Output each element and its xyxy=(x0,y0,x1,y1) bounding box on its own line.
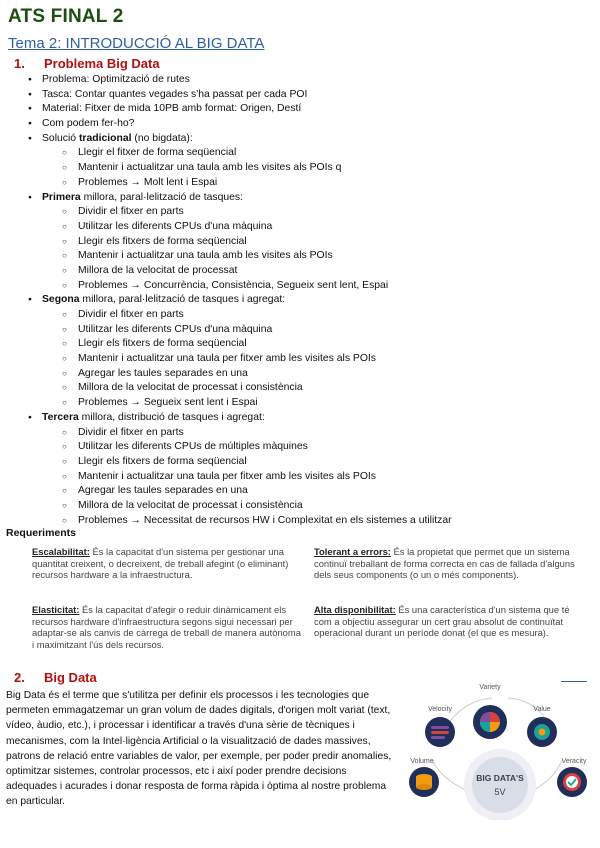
requirements-heading: Requeriments xyxy=(6,527,77,539)
section-1-title: Problema Big Data xyxy=(44,56,160,71)
bullet-text: Agregar les taules separades en una xyxy=(78,367,248,379)
bullet-text: Llegir el fitxer de forma seqüencial xyxy=(78,147,237,159)
requirement-term: Escalabilitat: xyxy=(32,546,90,557)
bullet-text: Mantenir i actualitzar una taula amb les visites als POIs xyxy=(78,250,333,262)
bullet-text: Llegir els fitxers de forma seqüencial xyxy=(78,338,247,350)
sub-bullet-item xyxy=(26,381,586,396)
big-data-5v-diagram xyxy=(402,680,598,820)
variety-label: Variety xyxy=(479,684,501,691)
sub-bullet-item xyxy=(26,176,586,191)
sub-bullet-item xyxy=(26,235,586,250)
bullet-text: Com podem fer-ho? xyxy=(42,118,135,130)
bullet-text: Llegir els fitxers de forma seqüencial xyxy=(78,455,247,467)
bullet-item xyxy=(26,88,586,103)
requirement-fault-tolerance xyxy=(314,546,586,581)
bullet-text: Utilitzar les diferents CPUs d'una màquina xyxy=(78,323,273,335)
sub-bullet-item xyxy=(26,455,586,470)
bullet-text: Problemes → Necessitat de recursos HW i Complexitat en els sistemes a utilitzar xyxy=(78,514,452,526)
sub-bullet-item xyxy=(26,308,586,323)
veracity-icon-inner xyxy=(566,776,578,788)
bullet-text: millora, paral·lelització de tasques: xyxy=(80,191,243,203)
sub-bullet-item xyxy=(26,220,586,235)
bullet-text: Mantenir i actualitzar una taula per fitxer amb les visites als POIs xyxy=(78,470,376,482)
requirement-text: És la propietat que permet que un sistema continuï treballant de forma correcta en cas de fallada d'alguns dels seus components (o un o més components). xyxy=(314,546,575,581)
section-2-heading xyxy=(14,670,97,685)
bullet-text: Agregar les taules separades en una xyxy=(78,485,248,497)
sub-bullet-item xyxy=(26,367,586,382)
requirement-high-availability xyxy=(314,604,586,639)
center-subtitle: 5V xyxy=(494,787,506,797)
velocity-icon xyxy=(431,736,445,739)
sub-bullet-item xyxy=(26,205,586,220)
bullet-list xyxy=(26,73,586,528)
bullet-item xyxy=(26,132,586,147)
sub-bullet-item xyxy=(26,279,586,294)
bullet-text: Utilitzar les diferents CPUs de múltiples màquines xyxy=(78,441,308,453)
section-1-heading xyxy=(14,56,160,71)
bullet-text: Mantenir i actualitzar una taula amb les visites als POIs q xyxy=(78,162,342,174)
bullet-text: Tasca: Contar quantes vegades s'ha passat per cada POI xyxy=(42,88,308,100)
bullet-text: Dividir el fitxer en parts xyxy=(78,426,184,438)
bullet-emphasis: Tercera xyxy=(42,411,79,423)
value-icon-center xyxy=(539,729,546,736)
section-1-number: 1. xyxy=(14,56,25,71)
document-title: ATS FINAL 2 xyxy=(8,6,124,27)
center-circle xyxy=(472,757,528,813)
bullet-text: millora, paral·lelització de tasques i agregat: xyxy=(79,294,286,306)
bullet-text: millora, distribució de tasques i agregat: xyxy=(78,411,265,423)
bullet-item xyxy=(26,293,586,308)
sub-bullet-item xyxy=(26,484,586,499)
requirement-term: Elasticitat: xyxy=(32,604,80,615)
sub-bullet-item xyxy=(26,514,586,529)
requirement-scalability xyxy=(32,546,304,581)
bullet-text: Material: Fitxer de mida 10PB amb format: Origen, Destí xyxy=(42,103,302,115)
sub-bullet-item xyxy=(26,323,586,338)
value-label: Value xyxy=(533,706,551,713)
requirement-term: Alta disponibilitat: xyxy=(314,604,396,615)
requirement-text: És la capacitat d'un sistema per gestionar una quantitat creixent, o decreixent, de treball afegint (o eliminant) recursos hardware a la infraestructura. xyxy=(32,546,289,581)
document-subtitle[interactable]: Tema 2: INTRODUCCIÓ AL BIG DATA xyxy=(8,35,265,52)
bullet-text: (no bigdata): xyxy=(131,132,193,144)
section-2-number: 2. xyxy=(14,670,25,685)
volume-icon xyxy=(416,784,432,790)
bullet-text: Problemes → Segueix sent lent i Espai xyxy=(78,397,258,409)
sub-bullet-item xyxy=(26,264,586,279)
bullet-text: Problema: Optimització de rutes xyxy=(42,74,190,85)
sub-bullet-item xyxy=(26,249,586,264)
bullet-item xyxy=(26,102,586,117)
velocity-label: Velocity xyxy=(427,706,453,713)
requirement-elasticity xyxy=(32,604,304,650)
bullet-text: Problemes → Molt lent i Espai xyxy=(78,176,218,188)
velocity-icon xyxy=(431,731,449,734)
bullet-text: Utilitzar les diferents CPUs d'una màquina xyxy=(78,220,273,232)
big-data-paragraph: Big Data és el terme que s'utilitza per definir els processos i les tecnologies que permeten emmagatzemar un gran volum de dades digitals, d'origen molt variat (text, vídeo, àudio, etc.), i processar i identificar a través d'una sèrie de tècniques i mecanismes, com la Intel·ligència Artificial o la visualització de dades massives, patrons de relació entre variables de valor, per exemple, per poder predir anomalies, optimitzar sistemes, controlar processos, etc i així poder prendre decisions adequades i acurades i donar resposta de forma ràpida i òptima al nostre problema en particular. xyxy=(6,690,392,808)
sub-bullet-item xyxy=(26,146,586,161)
sub-bullet-item xyxy=(26,352,586,367)
bullet-item xyxy=(26,411,586,426)
bullet-emphasis: tradicional xyxy=(78,132,132,144)
sub-bullet-item xyxy=(26,470,586,485)
bullet-text: Dividir el fitxer en parts xyxy=(78,309,184,320)
sub-bullet-item xyxy=(26,440,586,455)
bullet-text: Millora de la velocitat de processat xyxy=(78,264,238,276)
bullet-text: Millora de la velocitat de processat i consistència xyxy=(78,382,303,394)
sub-bullet-item xyxy=(26,499,586,514)
bullet-item xyxy=(26,73,586,88)
bullet-text: Solució xyxy=(42,132,79,144)
bullet-text: Llegir els fitxers de forma seqüencial xyxy=(78,235,247,247)
sub-bullet-item xyxy=(26,161,586,176)
bullet-item xyxy=(26,191,586,206)
section-2-title: Big Data xyxy=(44,670,97,685)
requirement-text: És la capacitat d'afegir o reduir dinàmicament els recursos hardware d'infraestructura segons sigui necessari per adaptar-se als canvis de càrrega de treball de manera autònoma i maximitzant l'ús dels recursos. xyxy=(32,604,301,650)
veracity-label: Veracity xyxy=(561,758,587,765)
bullet-emphasis: Segona xyxy=(42,294,80,306)
bullet-text: Problemes → Concurrència, Consistència, Segueix sent lent, Espai xyxy=(78,279,389,291)
velocity-icon xyxy=(431,726,449,729)
center-title: BIG DATA'S xyxy=(476,773,524,783)
sub-bullet-item xyxy=(26,396,586,411)
requirement-text: És una característica d'un sistema que té com a objectiu assegurar un cert grau absolut de continuïtat operacional durant un període donat (el que es mesura). xyxy=(314,604,570,639)
diagram-svg xyxy=(402,680,598,820)
sub-bullet-item xyxy=(26,426,586,441)
bullet-text: Mantenir i actualitzar una taula per fitxer amb les visites als POIs xyxy=(78,353,376,365)
bullet-text: Dividir el fitxer en parts xyxy=(78,206,184,218)
bullet-item xyxy=(26,117,586,132)
sub-bullet-item xyxy=(26,337,586,352)
bullet-emphasis: Primera xyxy=(42,191,81,203)
volume-label: Volume xyxy=(410,758,434,765)
bullet-text: Millora de la velocitat de processat i consistència xyxy=(78,499,303,511)
requirement-term: Tolerant a errors: xyxy=(314,546,391,557)
